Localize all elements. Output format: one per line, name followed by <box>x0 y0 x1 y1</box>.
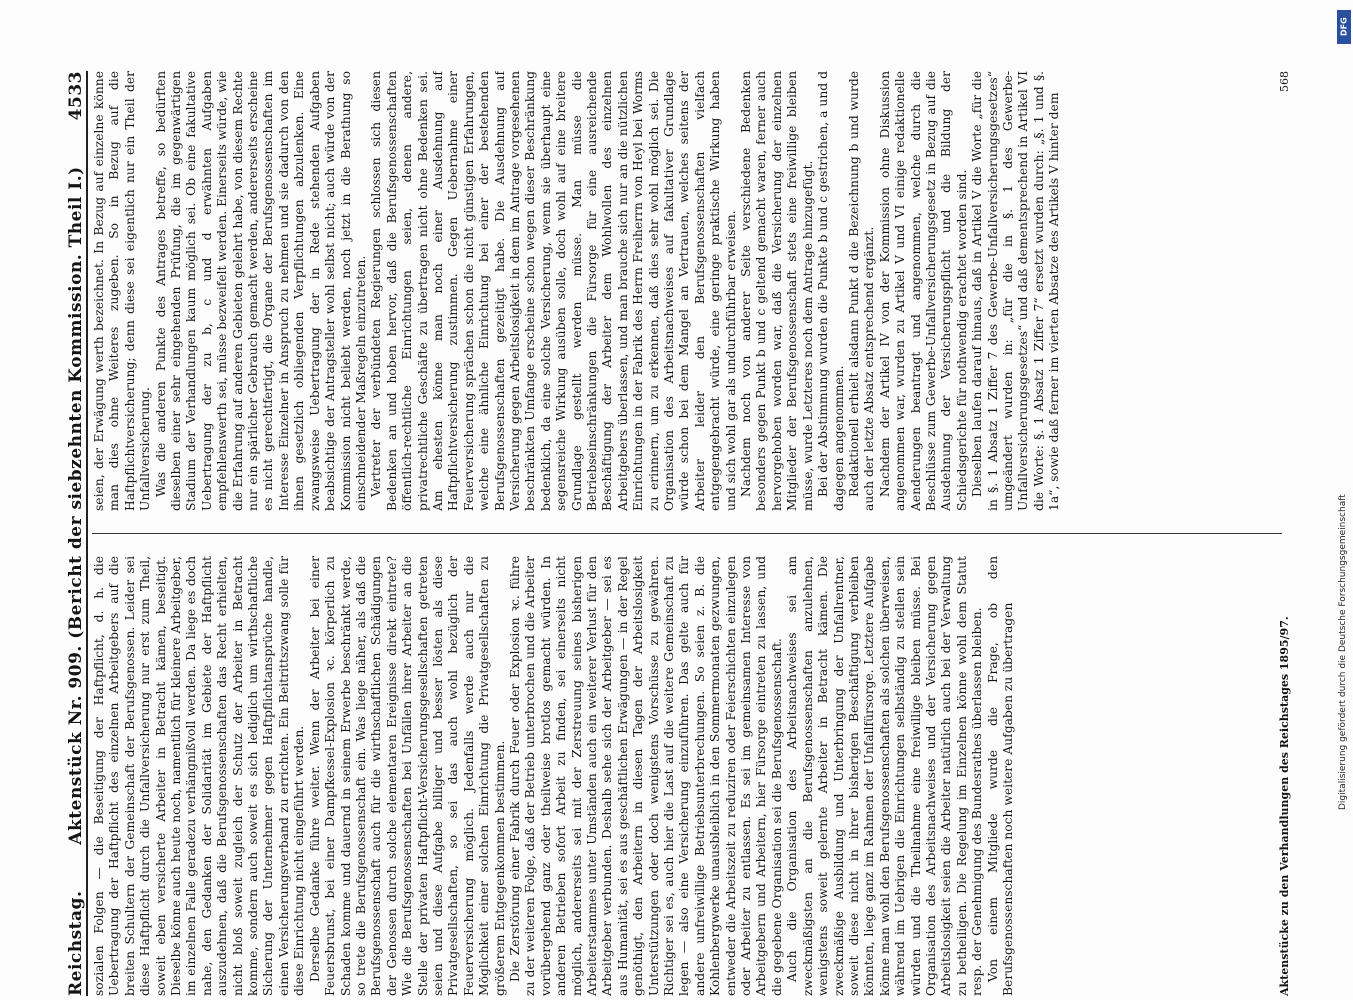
paragraph: Die Zerstörung einer Fabrik durch Feuer oder Explosion ꝛc. führe zu der weiteren Folge, daß der Betrieb unterbrochen und die Arbeiter vorübergehend ganz oder theilweise brotlos gemacht würden. In anderen Betrieben sofort Arbeit zu finden, sei einerseits nicht möglich, andererseits sei mit der Zerstreuung seines bisherigen Arbeiterstammes unter Umständen auch ein weiterer Verlust für den Arbeitgeber verbunden. Deshalb sehe sich der Arbeitgeber — sei es aus Humanität, sei es aus geschäftlichen Erwägungen — in der Regel genöthigt, den Arbeitern in diesen Tagen der Arbeitslosigkeit Unterstützungen oder doch wenigstens Vorschüsse zu gewähren. Richtiger sei es, auch hier die Last auf die weitere Gemeinschaft zu legen — also eine Versicherung einzuführen. Das gelte auch für andere unfreiwillige Betriebsunterbrechungen. So seien z. B. die Kohlenbergwerke unausbleiblich in den Sommermonaten gezwungen, entweder die Arbeitszeit zu reduziren oder Feierschichten einzulegen oder Arbeiter zu entlassen. Es sei im gemeinsamen Interesse von Arbeitgebern und Arbeitern, hier Fürsorge eintreten zu lassen, und die gegebene Organisation sei die Berufsgenossenschaft. <box>507 556 784 996</box>
left-column <box>92 556 1292 996</box>
dfg-logo: DFG <box>1337 10 1351 44</box>
paragraph: Dieselben laufen darauf hinaus, daß in Artikel V die Worte „für die in §. 1 Absatz 1 Ziffer 7 des Gewerbe-Unfallversicherungsgesetzes“ umgeändert wurden in: „für die in §. 1 des Gewerbe-Unfallversicherungsgesetzes“ und daß dementsprechend in Artikel VI die Worte: §. 1 Absatz 1 Ziffer 7“ ersetzt wurden durch: „§. 1 und §. 1a“, sowie daß ferner im vierten Absatze des Artikels V hinter dem <box>970 71 1062 511</box>
header-title: Aktenstück Nr. 909. (Bericht der siebzehnten Kommission. Theil I.) <box>66 166 86 845</box>
column-divider <box>92 533 1282 534</box>
paragraph: Bei der Abstimmung wurden die Punkte b und c gestrichen, a und d dagegen angenommen. <box>816 71 846 511</box>
paragraph: Auch die Organisation des Arbeitsnachweises sei am zweckmäßigsten an die Berufsgenossenschaften anzulehnen, wenigstens soweit gelernte Arbeiter in Betracht kämen. Die zweckmäßige Ausbildung und Unterbringung der Unfallrentner, soweit diese nicht in ihrer bisherigen Beschäftigung verbleiben könnten, liege ganz im Rahmen der Unfallfürsorge. Letztere Aufgabe könne man wohl den Berufsgenossenschaften als solchen überweisen, während im Uebrigen die Einrichtungen selbständig zu stellen sein würden und die Theilnahme eine freiwillige bleiben müsse. Bei Organisation des Arbeitsnachweises und der Versicherung gegen Arbeitslosigkeit seien die Arbeiter natürlich auch bei der Verwaltung zu betheiligen. Die Regelung im Einzelnen könne wohl dem Statut resp. der Genehmigung des Bundesrathes überlassen bleiben. <box>785 556 985 996</box>
paragraph: Vertreter der verbündeten Regierungen schlossen sich diesen Bedenken an und hoben hervor, daß die Berufsgenossenschaften öffentlich-rechtliche Einrichtungen seien, denen andere, privatrechtliche Geschäfte zu übertragen nicht ohne Bedenken sei. Am ehesten könne man noch einer Ausdehnung auf Haftpflichtversicherung zustimmen. Gegen Uebernahme einer Feuerversicherung sprächen schon die nicht günstigen Erfahrungen, welche eine ähnliche Einrichtung bei einer der bestehenden Berufsgenossenschaften gezeitigt habe. Die Ausdehnung auf Versicherung gegen Arbeitslosigkeit in dem im Antrage vorgesehenen beschränkten Umfange erscheine schon wegen dieser Beschränkung bedenklich, da eine solche Versicherung, wenn sie überhaupt eine segensreiche Wirkung ausüben solle, doch wohl auf eine breitere Grundlage gestellt werden müsse. Man müsse die Betriebseinschränkungen die Fürsorge für eine ausreichende Beschäftigung der Arbeiter dem Wohlwollen des einzelnen Arbeitgebers überlassen, und man brauche sich nur an die nützlichen Einrichtungen in der Fabrik des Herrn Freiherrn von Heyl bei Worms zu erinnern, um zu erkennen, daß dies sehr wohl möglich sei. Die Organisation des Arbeitsnachweises auf fakultativer Grundlage würde schon bei dem Mangel an Vertrauen, welches seitens der Arbeiter leider den Berufsgenossenschaften vielfach entgegengebracht würde, eine geringe praktische Wirkung haben und sich wohl gar als undurchführbar erweisen. <box>369 71 738 511</box>
footer-page-number: 568 <box>1277 71 1291 92</box>
paragraph: Was die anderen Punkte des Antrages betreffe, so bedürften dieselben einer sehr eingehenden Prüfung, die im gegenwärtigen Stadium der Verhandlungen kaum möglich sei. Ob eine fakultative Uebertragung der zu b, c und d erwähnten Aufgaben empfehlenswerth sei, müsse bezweifelt werden. Einerseits würde, wie die Erfahrung auf anderen Gebieten gelehrt habe, von diesem Rechte nur ein spärlicher Gebrauch gemacht werden, andererseits erscheine es nicht gerechtfertigt, die Organe der Berufsgenossenschaften im Interesse Einzelner in Anspruch zu nehmen und sie dadurch von den ihnen gesetzlich obliegenden Verpflichtungen abzulenken. Eine zwangsweise Uebertragung der in Rede stehenden Aufgaben beabsichtige der Antragsteller wohl selbst nicht; auch würde von der Kommission nicht beliebt werden, noch jetzt in die Berathung so einschneidender Maßregeln einzutreten. <box>153 71 368 511</box>
page-header <box>52 71 88 996</box>
digitization-credit <box>1335 6 1353 996</box>
paragraph: Nachdem der Artikel IV von der Kommission ohne Diskussion angenommen war, wurden zu Artikel V und VI einige redaktionelle Aenderungen beantragt und angenommen, welche durch die Beschlüsse zum Gewerbe-Unfallversicherungsgesetz in Bezug auf die Ausdehnung der Versicherungspflicht und die Bildung der Schiedsgerichte für nothwendig erachtet worden sind. <box>877 71 969 511</box>
footer-note: Aktenstücke zu den Verhandlungen des Reichstages 1895/97. <box>1277 616 1291 996</box>
header-left: Reichstag. <box>66 890 86 996</box>
paragraph: Nachdem noch von anderer Seite verschiedene Bedenken besonders gegen Punkt b und c geltend gemacht waren, ferner auch hervorgehoben worden war, daß die Versicherung der einzelnen Mitglieder der Berufsgenossenschaft stets eine freiwillige bleiben müsse, wurde Letzteres noch dem Antrage hinzugefügt. <box>739 71 815 511</box>
paragraph: Redaktionell erhielt alsdann Punkt d die Bezeichnung b und wurde auch der letzte Absatz entsprechend ergänzt. <box>846 71 877 511</box>
rotated-page-content <box>52 71 1302 996</box>
credit-text: Digitalisierung gefördert durch die Deutsche Forschungsgemeinschaft <box>1338 494 1348 810</box>
header-page-number: 4533 <box>66 71 86 121</box>
paragraph: Derselbe Gedanke führe weiter. Wenn der Arbeiter bei einer Feuersbrunst, bei einer Dampfkessel-Explosion ꝛc. körperlich zu Schaden komme und dauernd in seinem Erwerbe beschränkt werde, so trete die Berufsgenossenschaft ein. Was liege näher, als daß die Berufsgenossenschaft auch für die wirthschaftlichen Schädigungen der Genossen durch solche elementaren Ereignisse direkt eintrete? Wie die Berufsgenossenschaften bei Unfällen ihrer Arbeiter an die Stelle der privaten Haftpflicht-Versicherungsgesellschaften getreten seien und diese Aufgabe billiger und besser lösten als diese Privatgesellschaften, so sei das auch wohl bezüglich der Feuerversicherung möglich. Jedenfalls werde auch nur die Möglichkeit einer solchen Einrichtung die Privatgesellschaften zu größerem Entgegenkommen bestimmen. <box>307 556 507 996</box>
right-column <box>92 71 1292 511</box>
paragraph: Von einem Mitgliede wurde die Frage, ob den Berufsgenossenschaften noch weitere Aufgaben zu übertragen <box>985 556 1015 996</box>
paragraph: sozialen Folgen — die Beseitigung der Haftpflicht, d. h. die Uebertragung der Haftpflicht des einzelnen Arbeitgebers auf die breiten Schultern der Gemeinschaft der Berufsgenossen. Leider sei diese Haftpflicht durch die Unfallversicherung nur erst zum Theil, soweit eben versicherte Arbeiter in Betracht kämen, beseitigt. Dieselbe könne auch heute noch, namentlich für kleinere Arbeitgeber, im einzelnen Falle geradezu verhängnißvoll werden. Da liege es doch nahe, den Gedanken der Solidarität im Gebiete der Haftpflicht auszudehnen, daß die Berufsgenossenschaften das Recht erhielten, nicht bloß soweit zugleich der Schutz der Arbeiter in Betracht komme, sondern auch soweit es sich lediglich um wirthschaftliche Sicherung der Unternehmer gegen Haftpflichtansprüche handle, einen Versicherungsverband zu errichten. Ein Beitrittszwang solle für diese Einrichtung nicht eingeführt werden. <box>92 556 307 996</box>
paragraph: seien, der Erwägung werth bezeichnet. In Bezug auf einzelne könne man dies ohne Weiteres zugeben. So in Bezug auf die Haftpflichtversicherung; denn diese sei eigentlich nur ein Theil der Unfallversicherung. <box>92 71 153 511</box>
text-columns <box>92 71 1302 996</box>
